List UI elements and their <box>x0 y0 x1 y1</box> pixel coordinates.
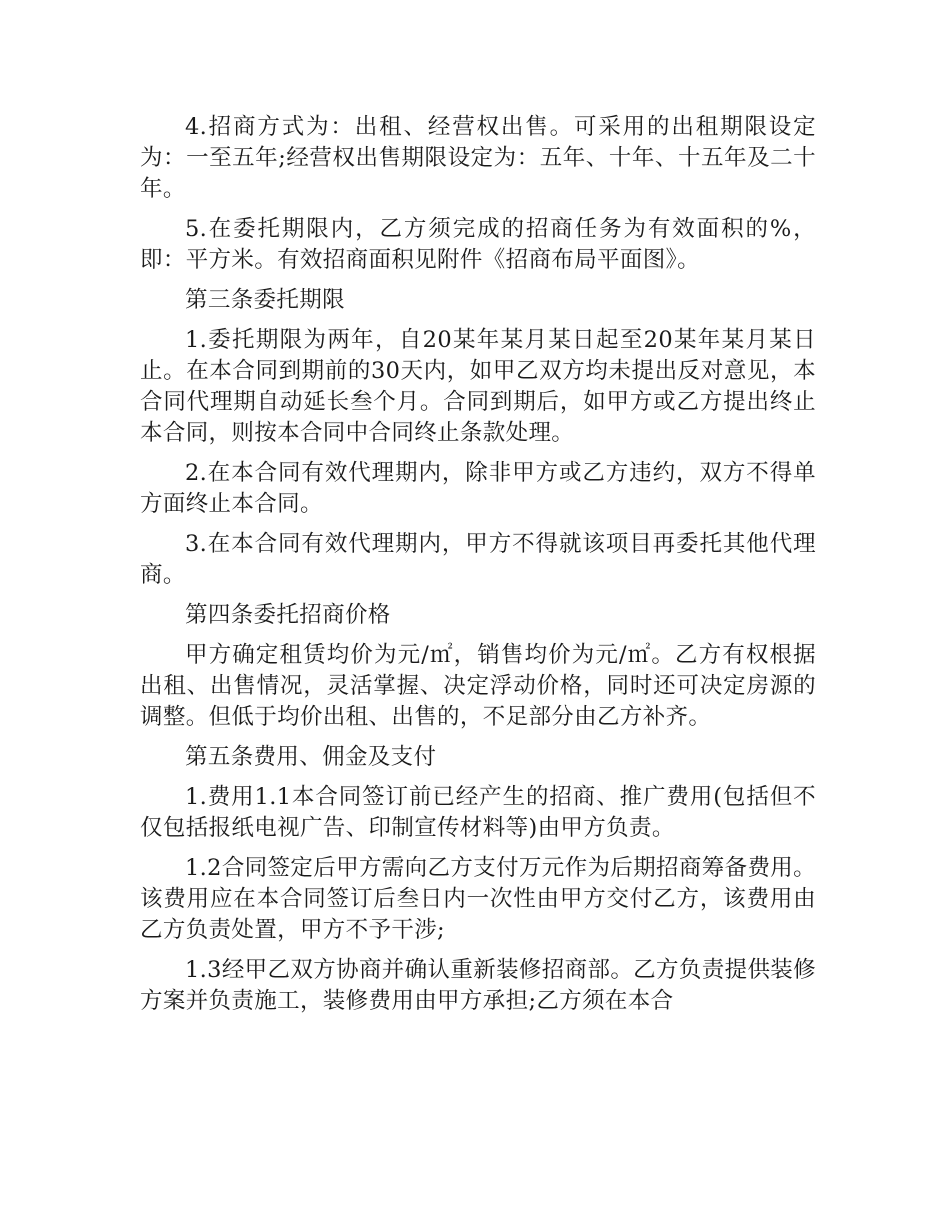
section-heading-article-4: 第四条委托招商价格 <box>185 602 391 628</box>
paragraph-article-3-item-3: 3.在本合同有效代理期内，甲方不得就该项目再委托其他代理商。 <box>140 531 816 588</box>
paragraph-article-5-item-1-2: 1.2合同签定后甲方需向乙方支付万元作为后期招商筹备费用。该费用应在本合同签订后叁日内一次性由甲方交付乙方，该费用由乙方负责处置，甲方不予干涉; <box>140 855 816 943</box>
paragraph-article-5-item-1-3: 1.3经甲乙双方协商并确认重新装修招商部。乙方负责提供装修方案并负责施工，装修费用由甲方承担;乙方须在本合 <box>140 957 816 1014</box>
document-body <box>140 112 816 1026</box>
paragraph-item-4: 4.招商方式为：出租、经营权出售。可采用的出租期限设定为：一至五年;经营权出售期限设定为：五年、十年、十五年及二十年。 <box>140 114 816 202</box>
section-heading-article-5: 第五条费用、佣金及支付 <box>185 744 437 770</box>
paragraph-article-5-item-1-1: 1.费用1.1本合同签订前已经产生的招商、推广费用(包括但不仅包括报纸电视广告、印制宣传材料等)由甲方负责。 <box>140 784 816 841</box>
paragraph-item-5: 5.在委托期限内，乙方须完成的招商任务为有效面积的%，即：平方米。有效招商面积见附件《招商布局平面图》。 <box>140 216 816 273</box>
section-heading-article-3: 第三条委托期限 <box>185 287 345 313</box>
paragraph-article-4-price: 甲方确定租赁均价为元/㎡，销售均价为元/㎡。乙方有权根据出租、出售情况，灵活掌握、决定浮动价格，同时还可决定房源的调整。但低于均价出租、出售的，不足部分由乙方补齐。 <box>140 642 816 730</box>
paragraph-article-3-item-1: 1.委托期限为两年，自20某年某月某日起至20某年某月某日止。在本合同到期前的30天内，如甲乙双方均未提出反对意见，本合同代理期自动延长叁个月。合同到期后，如甲方或乙方提出终止本合同，则按本合同中合同终止条款处理。 <box>140 327 816 446</box>
paragraph-article-3-item-2: 2.在本合同有效代理期内，除非甲方或乙方违约，双方不得单方面终止本合同。 <box>140 460 816 517</box>
